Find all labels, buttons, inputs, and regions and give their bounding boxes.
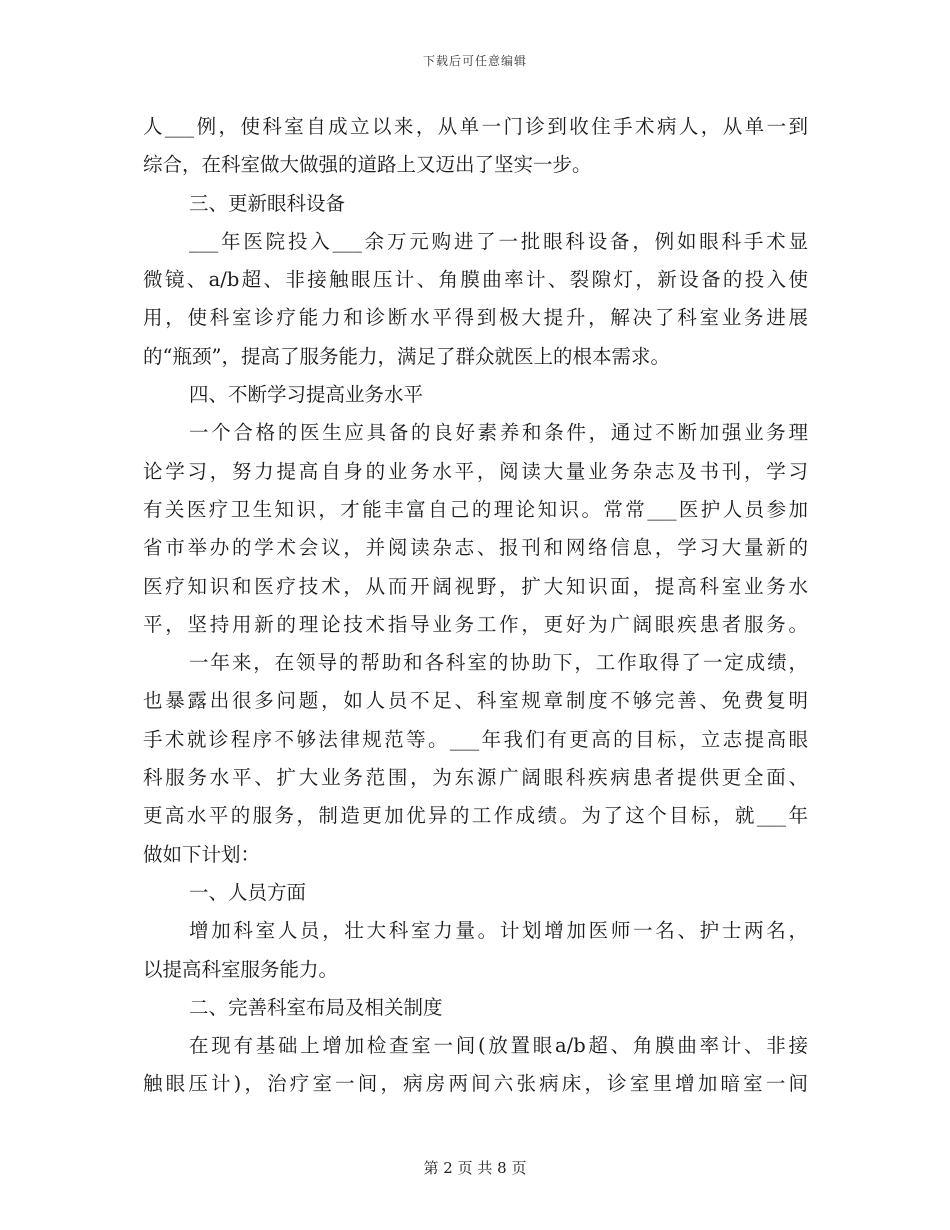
text-line: 一个合格的医生应具备的良好素养和条件，通过不断加强业务理 <box>189 421 808 445</box>
text-line: 增加科室人员，壮大科室力量。计划增加医师一名、护士两名， <box>189 919 808 943</box>
text-line: 省市举办的学术会议，并阅读杂志、报刊和网络信息，学习大量新的 <box>143 536 808 560</box>
text-line: 论学习，努力提高自身的业务水平，阅读大量业务杂志及书刊，学习 <box>143 459 808 483</box>
document-body <box>143 108 808 1104</box>
text-line: 一、人员方面 <box>189 880 307 904</box>
text-line: 综合，在科室做大做强的道路上又迈出了坚实一步。 <box>143 153 592 177</box>
text-line: 用，使科室诊疗能力和诊断水平得到极大提升，解决了科室业务进展 <box>143 306 808 330</box>
text-line: 触眼压计)，治疗室一间，病房两间六张病床，诊室里增加暗室一间 <box>143 1072 808 1096</box>
text-line: 科服务水平、扩大业务范围，为东源广阔眼科疾病患者提供更全面、 <box>143 766 808 790</box>
text-line: 医疗知识和医疗技术，从而开阔视野，扩大知识面，提高科室业务水 <box>143 574 808 598</box>
text-line: 更高水平的服务，制造更加优异的工作成绩。为了这个目标，就___年 <box>143 804 808 828</box>
text-line: 一年来，在领导的帮助和各科室的协助下，工作取得了一定成绩， <box>189 651 808 675</box>
text-line: ___年医院投入___余万元购进了一批眼科设备，例如眼科手术显 <box>189 229 808 253</box>
text-line: 微镜、a/b超、非接触眼压计、角膜曲率计、裂隙灯，新设备的投入使 <box>143 268 808 292</box>
text-line: 三、更新眼科设备 <box>189 191 346 215</box>
text-line: 也暴露出很多问题，如人员不足、科室规章制度不够完善、免费复明 <box>143 689 808 713</box>
text-line: 做如下计划： <box>143 842 261 866</box>
text-line: 平，坚持用新的理论技术指导业务工作，更好为广阔眼疾患者服务。 <box>143 612 808 636</box>
text-line: 四、不断学习提高业务水平 <box>189 383 424 407</box>
text-line: 有关医疗卫生知识，才能丰富自己的理论知识。常常___医护人员参加 <box>143 497 808 521</box>
text-line: 手术就诊程序不够法律规范等。___年我们有更高的目标，立志提高眼 <box>143 727 808 751</box>
text-line: 二、完善科室布局及相关制度 <box>189 995 443 1019</box>
text-line: 在现有基础上增加检查室一间(放置眼a/b超、角膜曲率计、非接 <box>189 1034 808 1058</box>
text-line: 人___例，使科室自成立以来，从单一门诊到收住手术病人，从单一到 <box>143 115 808 138</box>
text-line: 的“瓶颈”，提高了服务能力，满足了群众就医上的根本需求。 <box>143 344 670 368</box>
page-number-footer: 第 2 页 共 8 页 <box>423 1159 527 1177</box>
page-header: 下载后可任意编辑 <box>422 54 527 68</box>
text-line: 以提高科室服务能力。 <box>143 957 339 981</box>
